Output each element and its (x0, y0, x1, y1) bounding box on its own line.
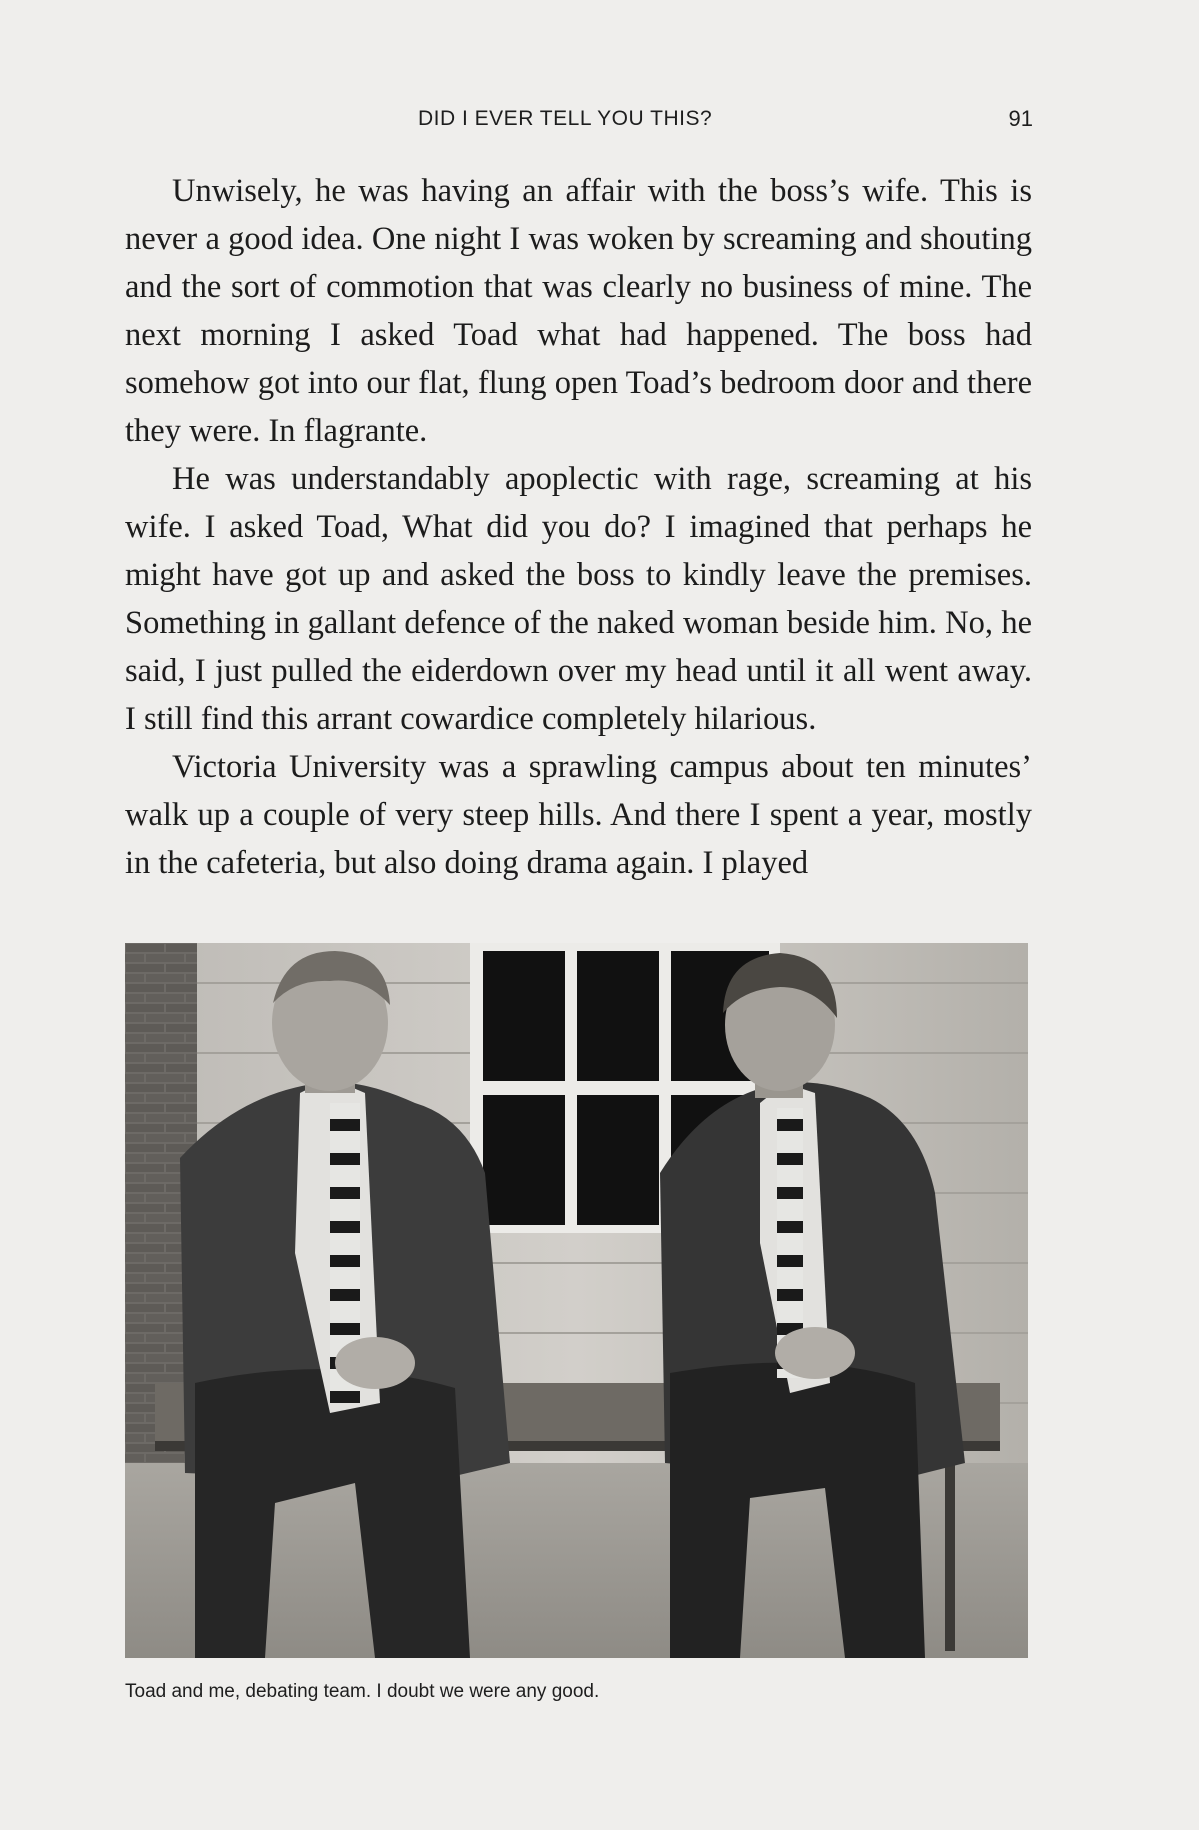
page-number: 91 (1008, 106, 1033, 131)
paragraph-1: Unwisely, he was having an affair with the boss’s wife. This is never a good idea. One night I was woken by screaming and shouting and the sort of commotion that was clearly no business of mine. The next morning I asked Toad what had happened. The boss had somehow got into our flat, flung open Toad’s bedroom door and there they were. In flagrante. (125, 173, 1032, 449)
paragraph-2: He was understandably apoplectic with rage, screaming at his wife. I asked Toad, What did you do? I imagined that perhaps he might have got up and asked the boss to kindly leave the premises. Something in gallant defence of the naked woman beside him. No, he said, I just pulled the eiderdown over my head until it all went away. I still find this arrant cowardice completely hilarious. (125, 461, 1032, 737)
body-text (125, 167, 1032, 887)
photo-illustration (125, 943, 1028, 1658)
running-head: DID I EVER TELL YOU THIS? (418, 107, 713, 130)
photo-caption: Toad and me, debating team. I doubt we were any good. (125, 1681, 600, 1702)
photo-two-students-on-bench (125, 943, 1028, 1658)
paragraph-3: Victoria University was a sprawling campus about ten minutes’ walk up a couple of very steep hills. And there I spent a year, mostly in the cafeteria, but also doing drama again. I played (125, 749, 1032, 881)
